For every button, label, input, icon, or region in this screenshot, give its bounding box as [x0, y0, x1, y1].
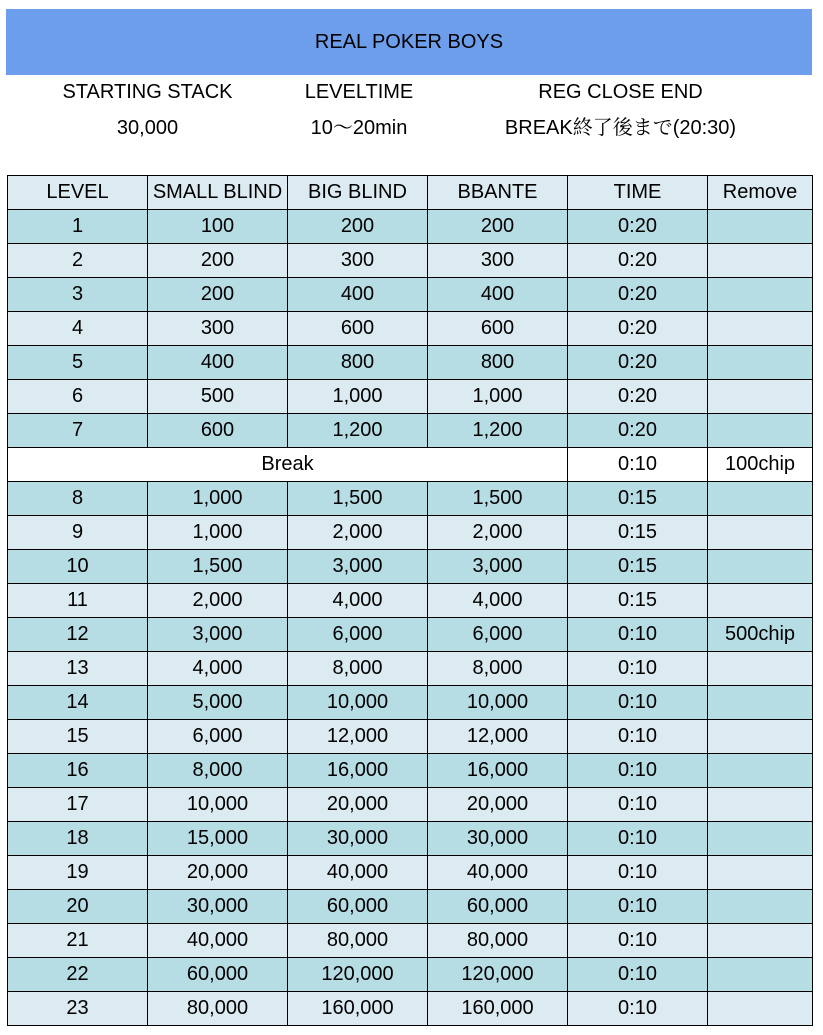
table-row — [8, 958, 813, 992]
level-time-label: LEVELTIME — [304, 81, 414, 103]
time-cell: 0:15 — [568, 584, 708, 618]
remove-cell — [708, 686, 813, 720]
bbante-cell: 800 — [428, 346, 568, 380]
bbante-cell: 80,000 — [428, 924, 568, 958]
level-time-value: 10〜20min — [310, 117, 408, 139]
small-blind-cell: 15,000 — [148, 822, 288, 856]
table-row — [8, 652, 813, 686]
level-cell: 11 — [8, 584, 148, 618]
break-label: Break — [8, 448, 568, 482]
table-row — [8, 550, 813, 584]
small-blind-cell: 30,000 — [148, 890, 288, 924]
time-cell: 0:15 — [568, 550, 708, 584]
table-row — [8, 210, 813, 244]
header-level: LEVEL — [8, 176, 148, 210]
time-cell: 0:10 — [568, 788, 708, 822]
small-blind-cell: 60,000 — [148, 958, 288, 992]
remove-cell — [708, 822, 813, 856]
bbante-cell: 200 — [428, 210, 568, 244]
remove-cell: 100chip — [708, 448, 813, 482]
remove-cell — [708, 516, 813, 550]
big-blind-cell: 6,000 — [288, 618, 428, 652]
big-blind-cell: 8,000 — [288, 652, 428, 686]
big-blind-cell: 16,000 — [288, 754, 428, 788]
bbante-cell: 160,000 — [428, 992, 568, 1026]
reg-close-label: REG CLOSE END — [538, 81, 703, 103]
level-cell: 5 — [8, 346, 148, 380]
big-blind-cell: 80,000 — [288, 924, 428, 958]
level-cell: 21 — [8, 924, 148, 958]
small-blind-cell: 8,000 — [148, 754, 288, 788]
level-cell: 15 — [8, 720, 148, 754]
time-cell: 0:20 — [568, 210, 708, 244]
level-cell: 10 — [8, 550, 148, 584]
time-cell: 0:10 — [568, 890, 708, 924]
table-row — [8, 244, 813, 278]
remove-cell — [708, 380, 813, 414]
level-cell: 8 — [8, 482, 148, 516]
time-cell: 0:20 — [568, 312, 708, 346]
remove-cell — [708, 924, 813, 958]
time-cell: 0:10 — [568, 686, 708, 720]
big-blind-cell: 160,000 — [288, 992, 428, 1026]
small-blind-cell: 200 — [148, 244, 288, 278]
remove-cell — [708, 652, 813, 686]
time-cell: 0:10 — [568, 652, 708, 686]
header-remove: Remove — [708, 176, 813, 210]
bbante-cell: 6,000 — [428, 618, 568, 652]
small-blind-cell: 5,000 — [148, 686, 288, 720]
big-blind-cell: 30,000 — [288, 822, 428, 856]
time-cell: 0:20 — [568, 414, 708, 448]
level-cell: 17 — [8, 788, 148, 822]
bbante-cell: 20,000 — [428, 788, 568, 822]
small-blind-cell: 600 — [148, 414, 288, 448]
remove-cell — [708, 788, 813, 822]
small-blind-cell: 4,000 — [148, 652, 288, 686]
small-blind-cell: 300 — [148, 312, 288, 346]
time-cell: 0:10 — [568, 958, 708, 992]
big-blind-cell: 300 — [288, 244, 428, 278]
small-blind-cell: 10,000 — [148, 788, 288, 822]
starting-stack-value: 30,000 — [116, 117, 179, 139]
big-blind-cell: 200 — [288, 210, 428, 244]
small-blind-cell: 3,000 — [148, 618, 288, 652]
table-row — [8, 822, 813, 856]
bbante-cell: 1,200 — [428, 414, 568, 448]
bbante-cell: 3,000 — [428, 550, 568, 584]
table-header-row — [8, 176, 813, 210]
small-blind-cell: 100 — [148, 210, 288, 244]
remove-cell — [708, 584, 813, 618]
time-cell: 0:10 — [568, 448, 708, 482]
big-blind-cell: 400 — [288, 278, 428, 312]
small-blind-cell: 2,000 — [148, 584, 288, 618]
big-blind-cell: 3,000 — [288, 550, 428, 584]
big-blind-cell: 4,000 — [288, 584, 428, 618]
level-cell: 23 — [8, 992, 148, 1026]
remove-cell — [708, 278, 813, 312]
time-cell: 0:15 — [568, 516, 708, 550]
level-cell: 22 — [8, 958, 148, 992]
bbante-cell: 16,000 — [428, 754, 568, 788]
bbante-cell: 120,000 — [428, 958, 568, 992]
small-blind-cell: 1,000 — [148, 516, 288, 550]
table-row — [8, 992, 813, 1026]
header-time: TIME — [568, 176, 708, 210]
time-cell: 0:10 — [568, 754, 708, 788]
big-blind-cell: 40,000 — [288, 856, 428, 890]
table-row — [8, 856, 813, 890]
bbante-cell: 300 — [428, 244, 568, 278]
header-small-blind: SMALL BLIND — [148, 176, 288, 210]
remove-cell: 500chip — [708, 618, 813, 652]
remove-cell — [708, 890, 813, 924]
blind-structure-table — [7, 175, 813, 1026]
level-cell: 4 — [8, 312, 148, 346]
table-row — [8, 618, 813, 652]
table-row — [8, 584, 813, 618]
table-row — [8, 686, 813, 720]
bbante-cell: 8,000 — [428, 652, 568, 686]
time-cell: 0:20 — [568, 278, 708, 312]
small-blind-cell: 20,000 — [148, 856, 288, 890]
table-row — [8, 788, 813, 822]
small-blind-cell: 80,000 — [148, 992, 288, 1026]
table-row — [8, 278, 813, 312]
small-blind-cell: 1,500 — [148, 550, 288, 584]
big-blind-cell: 800 — [288, 346, 428, 380]
level-cell: 14 — [8, 686, 148, 720]
level-cell: 3 — [8, 278, 148, 312]
time-cell: 0:10 — [568, 618, 708, 652]
table-row — [8, 346, 813, 380]
remove-cell — [708, 244, 813, 278]
bbante-cell: 60,000 — [428, 890, 568, 924]
level-cell: 13 — [8, 652, 148, 686]
time-cell: 0:10 — [568, 720, 708, 754]
remove-cell — [708, 856, 813, 890]
level-cell: 20 — [8, 890, 148, 924]
remove-cell — [708, 720, 813, 754]
big-blind-cell: 12,000 — [288, 720, 428, 754]
big-blind-cell: 60,000 — [288, 890, 428, 924]
time-cell: 0:15 — [568, 482, 708, 516]
remove-cell — [708, 754, 813, 788]
remove-cell — [708, 210, 813, 244]
small-blind-cell: 500 — [148, 380, 288, 414]
level-cell: 2 — [8, 244, 148, 278]
time-cell: 0:20 — [568, 380, 708, 414]
level-cell: 9 — [8, 516, 148, 550]
table-row — [8, 516, 813, 550]
header-bbante: BBANTE — [428, 176, 568, 210]
table-row — [8, 890, 813, 924]
bbante-cell: 1,500 — [428, 482, 568, 516]
remove-cell — [708, 958, 813, 992]
bbante-cell: 400 — [428, 278, 568, 312]
small-blind-cell: 40,000 — [148, 924, 288, 958]
table-row — [8, 720, 813, 754]
time-cell: 0:10 — [568, 822, 708, 856]
time-cell: 0:20 — [568, 244, 708, 278]
remove-cell — [708, 992, 813, 1026]
big-blind-cell: 600 — [288, 312, 428, 346]
remove-cell — [708, 312, 813, 346]
level-cell: 6 — [8, 380, 148, 414]
reg-close-value: BREAK終了後まで(20:30) — [504, 117, 737, 139]
tournament-info — [6, 78, 812, 158]
big-blind-cell: 120,000 — [288, 958, 428, 992]
remove-cell — [708, 346, 813, 380]
table-row — [8, 312, 813, 346]
break-row — [8, 448, 813, 482]
level-cell: 18 — [8, 822, 148, 856]
table-row — [8, 380, 813, 414]
table-body — [8, 210, 813, 1026]
bbante-cell: 2,000 — [428, 516, 568, 550]
small-blind-cell: 400 — [148, 346, 288, 380]
big-blind-cell: 1,500 — [288, 482, 428, 516]
bbante-cell: 1,000 — [428, 380, 568, 414]
table-row — [8, 754, 813, 788]
bbante-cell: 30,000 — [428, 822, 568, 856]
small-blind-cell: 1,000 — [148, 482, 288, 516]
bbante-cell: 600 — [428, 312, 568, 346]
level-cell: 12 — [8, 618, 148, 652]
big-blind-cell: 2,000 — [288, 516, 428, 550]
time-cell: 0:10 — [568, 924, 708, 958]
small-blind-cell: 200 — [148, 278, 288, 312]
remove-cell — [708, 482, 813, 516]
remove-cell — [708, 414, 813, 448]
level-cell: 19 — [8, 856, 148, 890]
level-cell: 7 — [8, 414, 148, 448]
big-blind-cell: 20,000 — [288, 788, 428, 822]
bbante-cell: 10,000 — [428, 686, 568, 720]
big-blind-cell: 1,000 — [288, 380, 428, 414]
table-row — [8, 924, 813, 958]
page-title: REAL POKER BOYS — [314, 30, 504, 53]
time-cell: 0:10 — [568, 856, 708, 890]
bbante-cell: 40,000 — [428, 856, 568, 890]
header-big-blind: BIG BLIND — [288, 176, 428, 210]
remove-cell — [708, 550, 813, 584]
big-blind-cell: 10,000 — [288, 686, 428, 720]
bbante-cell: 4,000 — [428, 584, 568, 618]
level-cell: 16 — [8, 754, 148, 788]
time-cell: 0:20 — [568, 346, 708, 380]
title-bar — [6, 9, 812, 75]
small-blind-cell: 6,000 — [148, 720, 288, 754]
level-cell: 1 — [8, 210, 148, 244]
table-row — [8, 482, 813, 516]
big-blind-cell: 1,200 — [288, 414, 428, 448]
table-row — [8, 414, 813, 448]
time-cell: 0:10 — [568, 992, 708, 1026]
starting-stack-label: STARTING STACK — [62, 81, 233, 103]
bbante-cell: 12,000 — [428, 720, 568, 754]
